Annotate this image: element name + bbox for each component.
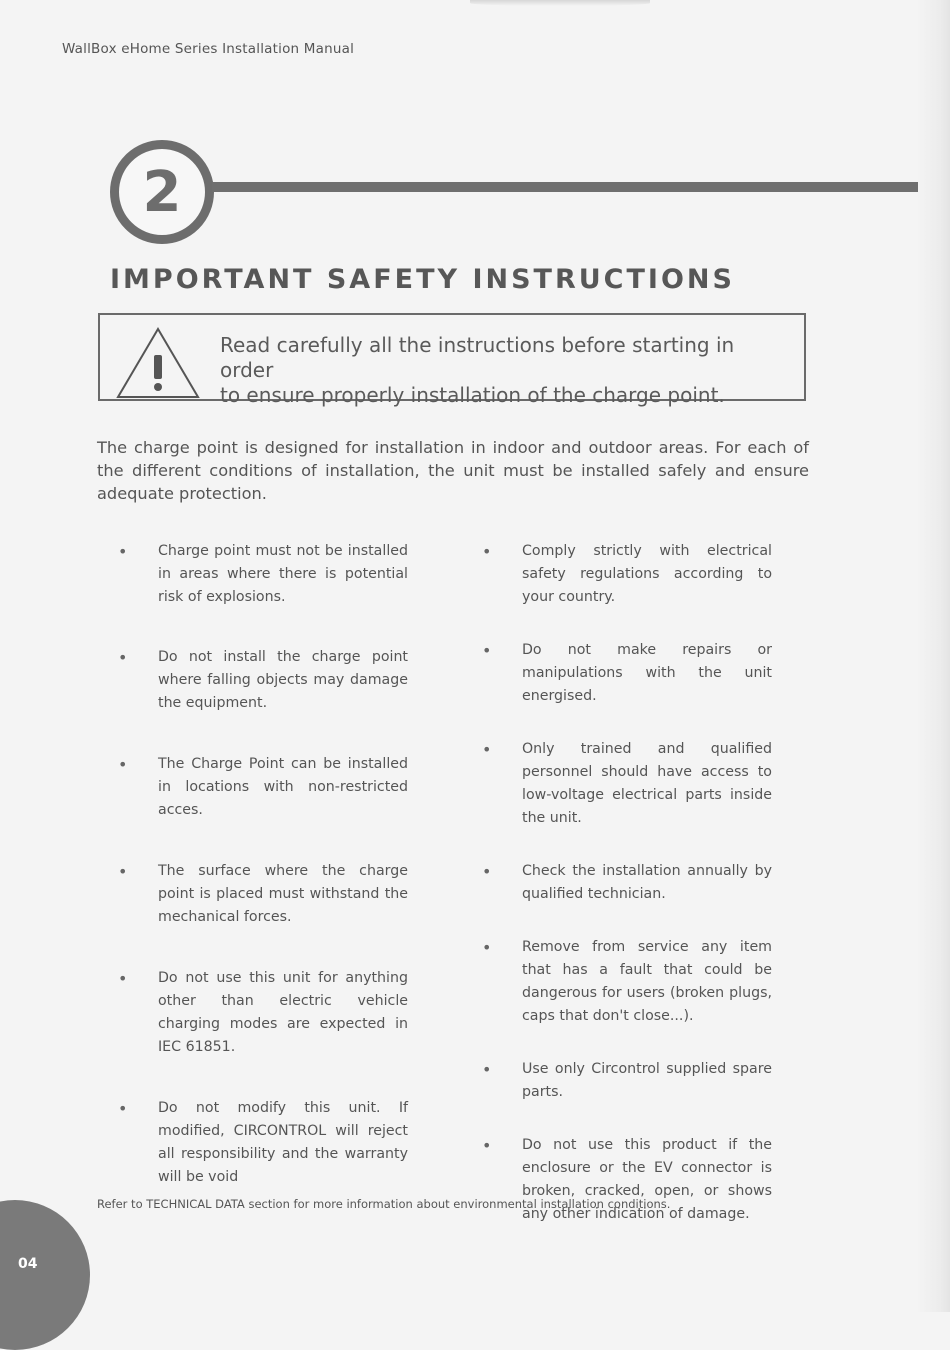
list-item	[482, 540, 772, 609]
chapter-divider	[212, 182, 918, 192]
bullet: •	[482, 1060, 492, 1079]
bullet: •	[118, 648, 128, 667]
bullet: •	[482, 938, 492, 957]
bullet: •	[118, 755, 128, 774]
list-item-text: Do not use this unit for anything other than electric vehicle charging modes are expected in IEC 61851.	[158, 970, 408, 1055]
bullet: •	[482, 740, 492, 759]
list-item	[482, 1058, 772, 1104]
list-item-text: Check the installation annually by qualified technician.	[522, 863, 772, 902]
list-item	[118, 860, 408, 929]
intro-paragraph: The charge point is designed for installation in indoor and outdoor areas. For each of the different conditions of installation, the unit must be installed safely and ensure adequate protection.	[97, 438, 809, 503]
page-edge	[916, 0, 950, 1312]
bullet: •	[482, 1136, 492, 1155]
bullet: •	[118, 862, 128, 881]
page-number: 04	[18, 1256, 38, 1272]
section-title: IMPORTANT SAFETY INSTRUCTIONS	[110, 264, 735, 295]
list-item-text: The Charge Point can be installed in locations with non-restricted acces.	[158, 756, 408, 818]
list-item	[118, 1097, 408, 1189]
list-item	[118, 540, 408, 609]
callout-text	[220, 333, 790, 408]
list-item	[118, 646, 408, 715]
list-item	[482, 860, 772, 906]
chapter-number-badge: 2	[110, 140, 214, 244]
bullet: •	[118, 969, 128, 988]
page-number-tab	[0, 1200, 90, 1350]
list-item-text: Do not modify this unit. If modified, CIRCONTROL will reject all responsibility and the warranty will be void	[158, 1100, 408, 1185]
list-item-text: Do not use this product if the enclosure or the EV connector is broken, cracked, open, or shows any other indication of damage.	[522, 1137, 772, 1222]
bullet: •	[118, 542, 128, 561]
footnote: Refer to TECHNICAL DATA section for more information about environmental installation conditions.	[97, 1197, 671, 1211]
list-item-text: Only trained and qualified personnel should have access to low-voltage electrical parts inside the unit.	[522, 741, 772, 826]
bullet: •	[482, 641, 492, 660]
list-item	[118, 753, 408, 822]
list-item-text: The surface where the charge point is placed must withstand the mechanical forces.	[158, 863, 408, 925]
bullet: •	[118, 1099, 128, 1118]
list-item	[482, 639, 772, 708]
list-item	[482, 738, 772, 830]
list-item-text: Do not install the charge point where falling objects may damage the equipment.	[158, 649, 408, 711]
list-item-text: Comply strictly with electrical safety regulations according to your country.	[522, 543, 772, 605]
bullet: •	[482, 862, 492, 881]
left-instructions-list	[118, 540, 408, 1189]
list-item-text: Remove from service any item that has a fault that could be dangerous for users (broken plugs, caps that don't close...).	[522, 939, 772, 1024]
list-item-text: Do not make repairs or manipulations with the unit energised.	[522, 642, 772, 704]
right-instructions-list	[482, 540, 772, 1226]
list-item-text: Use only Circontrol supplied spare parts.	[522, 1061, 772, 1100]
callout-line: to ensure properly installation of the charge point.	[220, 383, 725, 407]
warning-triangle-icon	[114, 325, 202, 401]
warning-callout	[98, 313, 806, 407]
list-item-text: Charge point must not be installed in areas where there is potential risk of explosions.	[158, 543, 408, 605]
list-item	[118, 967, 408, 1059]
list-item	[482, 936, 772, 1028]
page-shadow	[470, 0, 650, 6]
running-header: WallBox eHome Series Installation Manual	[62, 41, 355, 57]
callout-line: Read carefully all the instructions before starting in order	[220, 333, 735, 382]
bullet: •	[482, 542, 492, 561]
list-item	[482, 1134, 772, 1226]
